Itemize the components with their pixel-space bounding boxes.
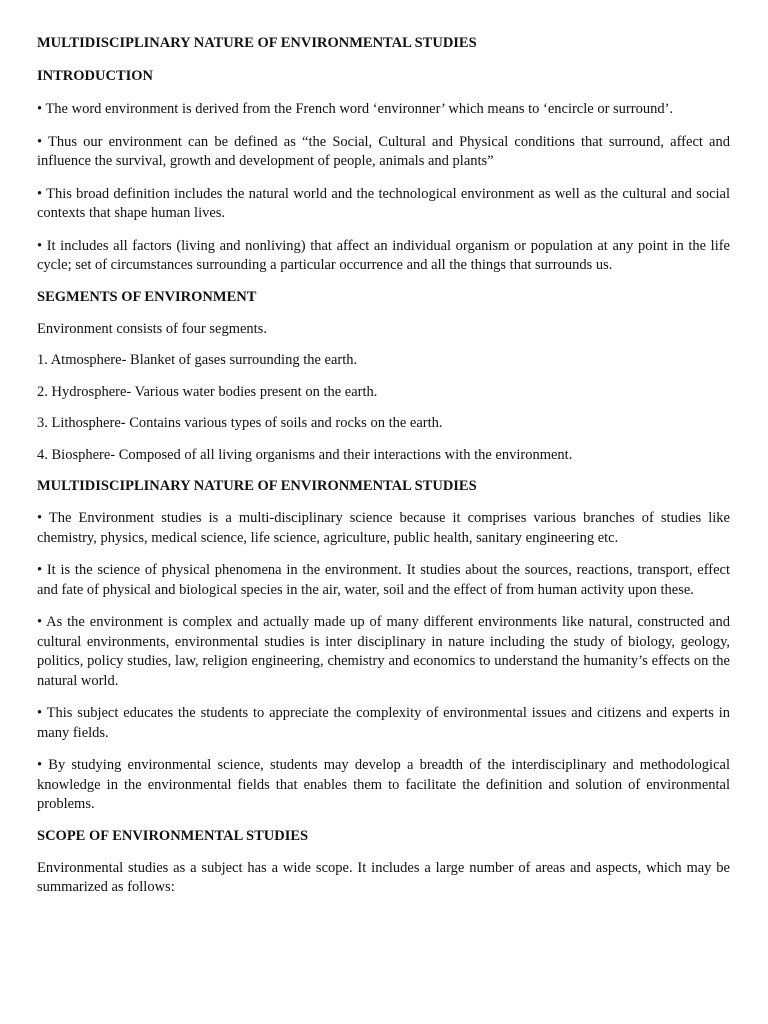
scope-heading: SCOPE OF ENVIRONMENTAL STUDIES xyxy=(37,827,309,844)
segments-heading: SEGMENTS OF ENVIRONMENT xyxy=(37,288,257,305)
document-title: MULTIDISCIPLINARY NATURE OF ENVIRONMENTAL STUDIES xyxy=(37,35,477,51)
intro-bullet-4: • It includes all factors (living and nonliving) that affect an individual organism or population at any point in the life cycle; set of circumstances surrounding a particular occurrence and all the things that surrounds us. xyxy=(37,237,730,273)
multi-bullet-1: • The Environment studies is a multi-disciplinary science because it comprises various branches of studies like chemistry, physics, medical science, life science, agriculture, public health, sanitary engineering etc. xyxy=(37,510,730,546)
multi-bullet-3: • As the environment is complex and actually made up of many different environments like natural, constructed and cultural environments, environmental studies is inter disciplinary in nature including the study of biology, geology, politics, policy studies, law, religion engineering, chemistry and economics to understand the humanity’s effects on the natural world. xyxy=(37,614,730,689)
multidisciplinary-heading: MULTIDISCIPLINARY NATURE OF ENVIRONMENTAL STUDIES xyxy=(37,478,477,494)
scope-text: Environmental studies as a subject has a wide scope. It includes a large number of areas and aspects, which may be summarized as follows: xyxy=(37,859,730,895)
segment-item-lithosphere: 3. Lithosphere- Contains various types of soils and rocks on the earth. xyxy=(37,415,443,431)
segment-item-hydrosphere: 2. Hydrosphere- Various water bodies present on the earth. xyxy=(37,383,378,400)
multi-bullet-5: • By studying environmental science, students may develop a breadth of the interdisciplinary and methodological knowledge in the environmental fields that enables them to facilitate the definition and solution of environmental problems. xyxy=(37,757,730,812)
segment-item-atmosphere: 1. Atmosphere- Blanket of gases surrounding the earth. xyxy=(37,352,358,368)
introduction-heading: INTRODUCTION xyxy=(37,68,154,84)
intro-bullet-3: • This broad definition includes the natural world and the technological environment as well as the cultural and social contexts that shape human lives. xyxy=(37,185,730,221)
intro-bullet-2: • Thus our environment can be defined as “the Social, Cultural and Physical conditions that surround, affect and influence the survival, growth and development of people, animals and plants” xyxy=(37,133,730,169)
multi-bullet-2: • It is the science of physical phenomena in the environment. It studies about the sources, reactions, transport, effect and fate of physical and biological species in the air, water, soil and the effect of from human activity upon these. xyxy=(37,562,730,598)
segment-item-biosphere: 4. Biosphere- Composed of all living organisms and their interactions with the environment. xyxy=(37,446,573,463)
multi-bullet-4: • This subject educates the students to appreciate the complexity of environmental issues and citizens and experts in many fields. xyxy=(37,705,730,741)
segments-intro: Environment consists of four segments. xyxy=(37,320,267,337)
intro-bullet-1: • The word environment is derived from the French word ‘environner’ which means to ‘encircle or surround’. xyxy=(37,101,674,117)
